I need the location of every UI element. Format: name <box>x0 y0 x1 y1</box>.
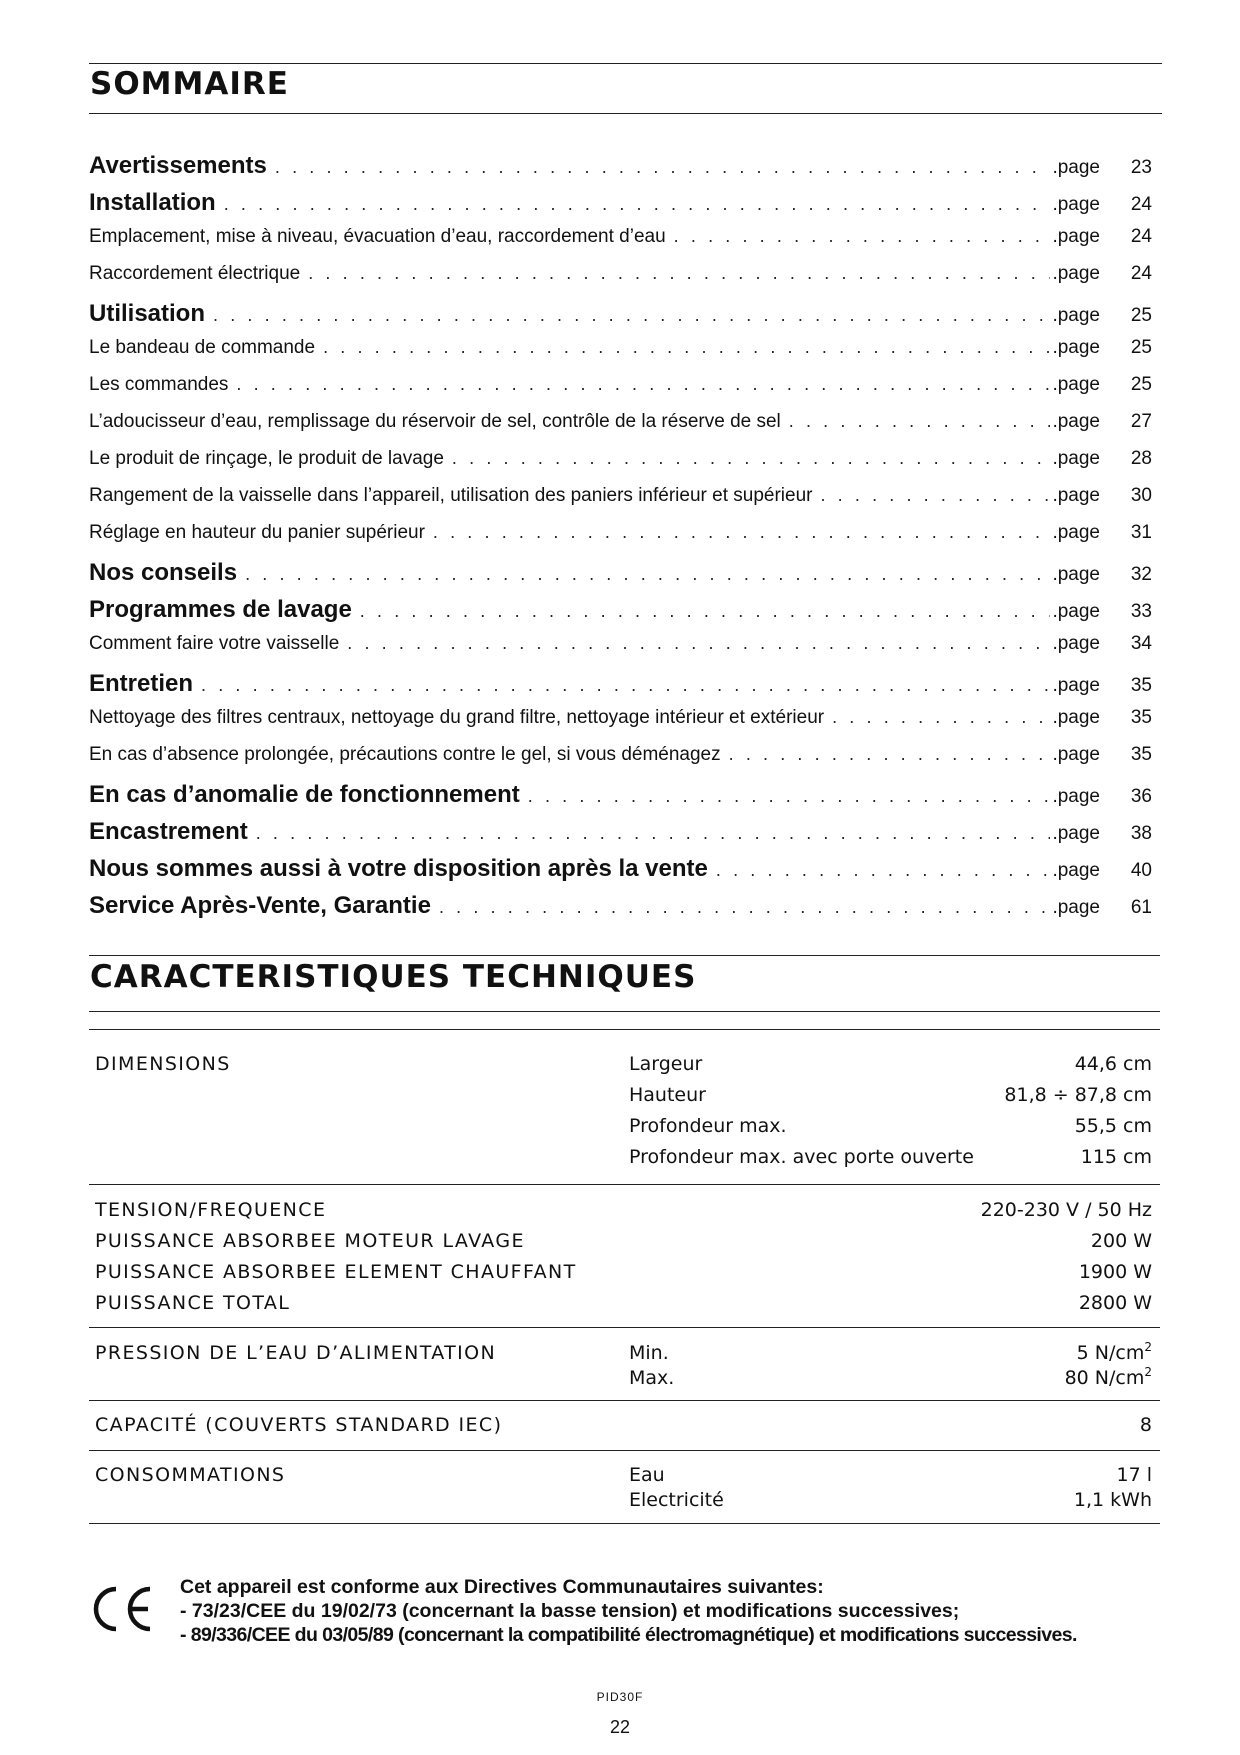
toc-entry-label: Nos conseils <box>89 559 238 586</box>
toc-page-number: 24 <box>1130 226 1152 247</box>
toc-dot-leader <box>347 633 1050 654</box>
toc-dot-leader <box>439 897 1051 918</box>
toc-page-number: 31 <box>1130 522 1152 543</box>
electric-rule <box>89 1327 1160 1328</box>
pressure-min-label: Min. <box>629 1342 669 1364</box>
toc-dot-leader <box>245 564 1050 585</box>
pressure-rule <box>89 1400 1160 1401</box>
toc-entry <box>89 485 1152 522</box>
specs-bottom-rule <box>89 1011 1160 1012</box>
toc-page-word: .page <box>1052 194 1100 215</box>
summary-top-rule <box>89 63 1162 64</box>
toc-page-number: 24 <box>1130 263 1152 284</box>
toc-entry <box>89 374 1152 411</box>
toc-dot-leader <box>452 448 1051 469</box>
toc-entry-label: Le bandeau de commande <box>89 337 316 358</box>
toc-entry <box>89 189 1152 226</box>
toc-entry <box>89 855 1152 892</box>
toc-page-word: .page <box>1052 374 1100 395</box>
toc-page-word: .page <box>1052 157 1100 178</box>
total-power-value: 2800 W <box>1078 1292 1152 1314</box>
toc-entry <box>89 707 1152 744</box>
toc-page-number: 36 <box>1130 786 1152 807</box>
toc-dot-leader <box>433 522 1051 543</box>
toc-page-word: .page <box>1052 675 1100 696</box>
width-value: 44,6 cm <box>1074 1053 1152 1075</box>
toc-page-number: 35 <box>1130 707 1152 728</box>
toc-entry-label: Service Après-Vente, Garantie <box>89 892 431 919</box>
toc-entry-label: Installation <box>89 189 216 216</box>
toc-entry <box>89 448 1152 485</box>
compliance-line: - 73/23/CEE du 19/02/73 (concernant la basse tension) et modifications successives; <box>180 1600 960 1622</box>
width-label: Largeur <box>629 1053 703 1075</box>
toc-page-word: .page <box>1052 305 1100 326</box>
toc-page-number: 32 <box>1130 564 1152 585</box>
toc-page-number: 24 <box>1130 194 1152 215</box>
motor-power-label: PUISSANCE ABSORBEE MOTEUR LAVAGE <box>95 1230 525 1252</box>
toc-entry <box>89 337 1152 374</box>
specs-title: CARACTERISTIQUES TECHNIQUES <box>90 959 697 995</box>
electricity-value: 1,1 kWh <box>1073 1489 1152 1511</box>
toc-page-number: 40 <box>1130 860 1152 881</box>
dimensions-rule <box>89 1184 1160 1185</box>
toc-page-word: .page <box>1052 263 1100 284</box>
document-code: PID30F <box>596 1690 644 1704</box>
toc-dot-leader <box>832 707 1050 728</box>
toc-entry-label: En cas d’absence prolongée, précautions contre le gel, si vous déménagez <box>89 744 721 765</box>
toc-page-number: 38 <box>1130 823 1152 844</box>
depth-value: 55,5 cm <box>1074 1115 1152 1137</box>
toc-entry-label: En cas d’anomalie de fonctionnement <box>89 781 520 808</box>
depth-open-label: Profondeur max. avec porte ouverte <box>629 1146 974 1168</box>
table-of-contents <box>89 152 1152 929</box>
toc-entry <box>89 522 1152 559</box>
pressure-max-label: Max. <box>629 1367 675 1389</box>
toc-dot-leader <box>275 157 1051 178</box>
toc-dot-leader <box>528 786 1051 807</box>
toc-entry-label: Programmes de lavage <box>89 596 352 623</box>
toc-page-word: .page <box>1052 601 1100 622</box>
toc-page-word: .page <box>1052 411 1100 432</box>
toc-page-word: .page <box>1052 522 1100 543</box>
toc-dot-leader <box>674 226 1051 247</box>
toc-entry-label: Avertissements <box>89 152 267 179</box>
toc-page-number: 34 <box>1130 633 1152 654</box>
toc-page-word: .page <box>1052 448 1100 469</box>
toc-entry <box>89 892 1152 929</box>
toc-page-word: .page <box>1052 337 1100 358</box>
toc-page-number: 30 <box>1130 485 1152 506</box>
toc-entry-label: Nous sommes aussi à votre disposition après la vente <box>89 855 708 882</box>
specs-top-rule <box>89 955 1160 956</box>
toc-entry-label: Réglage en hauteur du panier supérieur <box>89 522 425 543</box>
toc-page-word: .page <box>1052 226 1100 247</box>
toc-page-number: 35 <box>1130 744 1152 765</box>
toc-entry <box>89 152 1152 189</box>
capacity-value: 8 <box>1139 1414 1152 1436</box>
toc-entry-label: L’adoucisseur d’eau, remplissage du réservoir de sel, contrôle de la réserve de sel <box>89 411 781 432</box>
toc-dot-leader <box>360 601 1051 622</box>
toc-page-number: 28 <box>1130 448 1152 469</box>
toc-page-word: .page <box>1052 823 1100 844</box>
toc-entry-label: Le produit de rinçage, le produit de lavage <box>89 448 444 469</box>
toc-page-number: 35 <box>1130 675 1152 696</box>
total-power-label: PUISSANCE TOTAL <box>95 1292 291 1314</box>
toc-dot-leader <box>224 194 1051 215</box>
toc-page-number: 23 <box>1130 157 1152 178</box>
toc-entry-label: Raccordement électrique <box>89 263 301 284</box>
consumption-rule <box>89 1523 1160 1524</box>
summary-bottom-rule <box>89 113 1162 114</box>
toc-page-word: .page <box>1052 633 1100 654</box>
toc-entry <box>89 559 1152 596</box>
toc-entry <box>89 744 1152 781</box>
heater-power-value: 1900 W <box>1078 1261 1152 1283</box>
toc-entry-label: Utilisation <box>89 300 206 327</box>
water-label: Eau <box>629 1464 665 1486</box>
height-label: Hauteur <box>629 1084 706 1106</box>
pressure-min-value: 5 $N/cm^2$ <box>1076 1340 1152 1364</box>
toc-page-number: 61 <box>1130 897 1152 918</box>
compliance-text <box>180 1575 1077 1647</box>
depth-open-value: 115 cm <box>1080 1146 1152 1168</box>
toc-entry-label: Emplacement, mise à niveau, évacuation d’eau, raccordement d’eau <box>89 226 666 247</box>
toc-page-word: .page <box>1052 564 1100 585</box>
motor-power-value: 200 W <box>1090 1230 1152 1252</box>
toc-entry-label: Rangement de la vaisselle dans l’appareil, utilisation des paniers inférieur et supérieur <box>89 485 813 506</box>
toc-dot-leader <box>729 744 1051 765</box>
page-number: 22 <box>609 1717 631 1737</box>
depth-label: Profondeur max. <box>629 1115 787 1137</box>
toc-page-word: .page <box>1052 860 1100 881</box>
pressure-max-value: 80 $N/cm^2$ <box>1064 1365 1152 1389</box>
toc-page-number: 25 <box>1130 305 1152 326</box>
toc-entry <box>89 633 1152 670</box>
toc-entry-label: Les commandes <box>89 374 229 395</box>
dimensions-label: DIMENSIONS <box>95 1053 231 1075</box>
height-value: 81,8 ÷ 87,8 cm <box>1004 1084 1152 1106</box>
toc-dot-leader <box>716 860 1051 881</box>
summary-title: SOMMAIRE <box>90 66 289 102</box>
toc-dot-leader <box>789 411 1051 432</box>
toc-page-word: .page <box>1052 707 1100 728</box>
toc-entry <box>89 263 1152 300</box>
toc-dot-leader <box>323 337 1050 358</box>
pressure-label: PRESSION DE L’EAU D’ALIMENTATION <box>95 1342 497 1364</box>
heater-power-label: PUISSANCE ABSORBEE ELEMENT CHAUFFANT <box>95 1261 577 1283</box>
voltage-label: TENSION/FREQUENCE <box>95 1199 327 1221</box>
toc-dot-leader <box>820 485 1050 506</box>
compliance-line: - 89/336/CEE du 03/05/89 (concernant la compatibilité électromagnétique) et modifications successives. <box>180 1624 1077 1646</box>
toc-entry <box>89 596 1152 633</box>
toc-entry <box>89 411 1152 448</box>
toc-entry-label: Nettoyage des filtres centraux, nettoyage du grand filtre, nettoyage intérieur et extérieur <box>89 707 825 728</box>
toc-entry <box>89 300 1152 337</box>
toc-dot-leader <box>308 263 1050 284</box>
toc-entry <box>89 781 1152 818</box>
capacity-rule <box>89 1450 1160 1451</box>
toc-page-word: .page <box>1052 485 1100 506</box>
toc-dot-leader <box>213 305 1050 326</box>
consumption-label: CONSOMMATIONS <box>95 1464 286 1486</box>
toc-entry-label: Comment faire votre vaisselle <box>89 633 340 654</box>
toc-page-number: 33 <box>1130 601 1152 622</box>
toc-entry <box>89 226 1152 263</box>
specs-table-top-rule <box>89 1029 1160 1030</box>
toc-page-word: .page <box>1052 897 1100 918</box>
toc-page-number: 25 <box>1130 337 1152 358</box>
toc-page-word: .page <box>1052 786 1100 807</box>
toc-entry-label: Encastrement <box>89 818 248 845</box>
toc-dot-leader <box>256 823 1051 844</box>
toc-page-number: 25 <box>1130 374 1152 395</box>
toc-entry-label: Entretien <box>89 670 194 697</box>
ce-mark-icon <box>90 1584 158 1634</box>
toc-dot-leader <box>236 374 1050 395</box>
water-value: 17 l <box>1116 1464 1152 1486</box>
capacity-label: CAPACITÉ (COUVERTS STANDARD IEC) <box>95 1414 503 1436</box>
electricity-label: Electricité <box>629 1489 724 1511</box>
toc-page-word: .page <box>1052 744 1100 765</box>
toc-page-number: 27 <box>1130 411 1152 432</box>
toc-dot-leader <box>201 675 1050 696</box>
toc-entry <box>89 670 1152 707</box>
voltage-value: 220-230 V / 50 Hz <box>980 1199 1152 1221</box>
toc-entry <box>89 818 1152 855</box>
compliance-line: Cet appareil est conforme aux Directives Communautaires suivantes: <box>180 1576 824 1598</box>
